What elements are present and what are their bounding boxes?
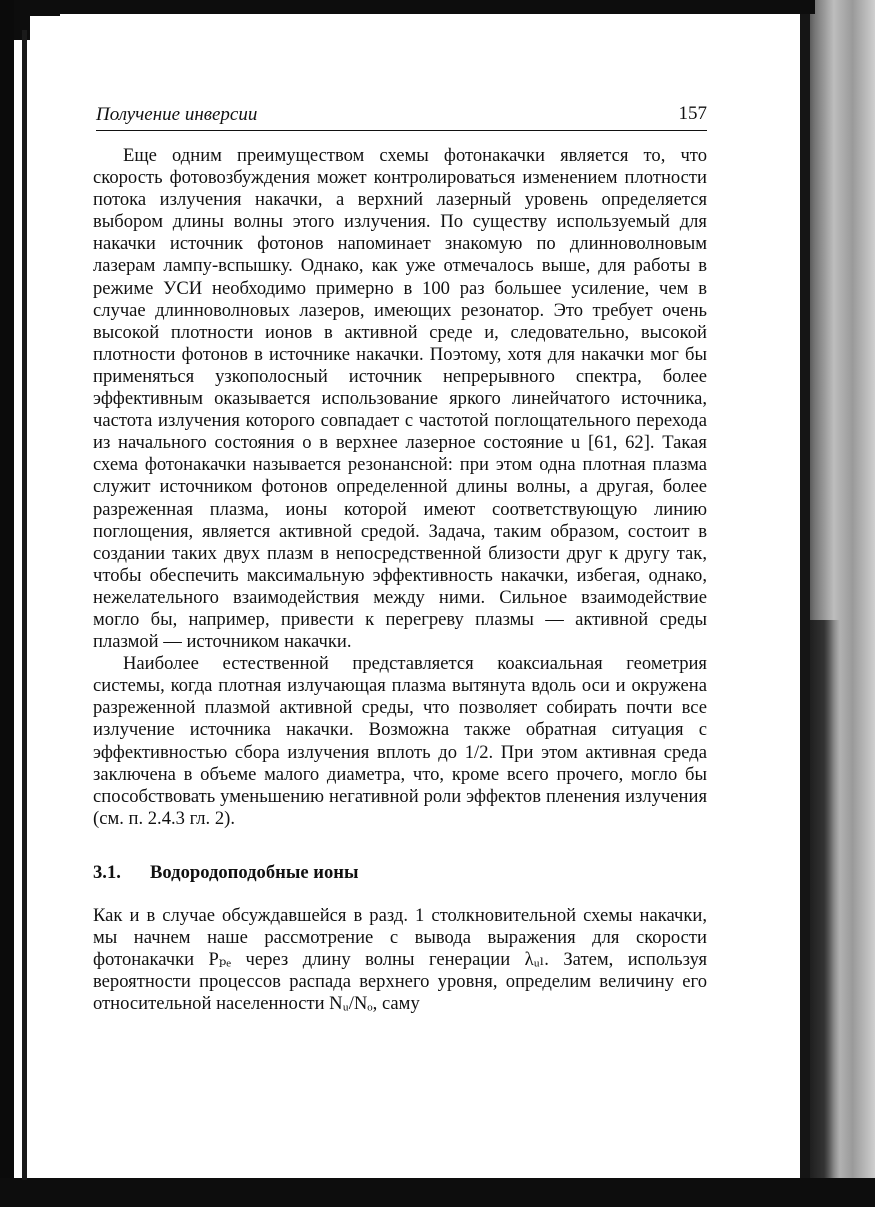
scan-edge-right-line xyxy=(800,0,810,1207)
scan-edge-bottom xyxy=(0,1178,875,1207)
scan-edge-left xyxy=(0,0,14,1207)
section-number: 3.1. xyxy=(93,861,121,883)
paragraph: Как и в случае обсуждавшейся в разд. 1 столкновительной схемы накачки, мы начнем наше рассмотрение с вывода выражения для скорости фотонакачки Pₚₑ через длину волны генерации λᵤₗ. Затем, используя вероятности процессов распада верхнего уровня, определим величину его относительной населенности Nᵤ/Nₒ, саму xyxy=(93,905,707,1015)
running-header xyxy=(96,100,707,131)
page-body xyxy=(93,145,707,1015)
page-number: 157 xyxy=(678,103,707,124)
scan-edge-left-inner xyxy=(22,30,27,1180)
running-title: Получение инверсии xyxy=(96,104,258,125)
section-title: Водородоподобные ионы xyxy=(150,861,359,883)
scan-edge-top xyxy=(0,0,815,14)
section-heading xyxy=(93,862,707,884)
paragraph: Еще одним преимуществом схемы фотонакачки является то, что скорость фотовозбуждения может контролироваться изменением плотности потока излучения накачки, а верхний лазерный уровень определяется выбором длины волны этого излучения. По существу используемый для накачки источник фотонов напоминает знакомую по длинноволновым лазерам лампу-вспышку. Однако, как уже отмечалось выше, для работы в режиме УСИ необходимо примерно в 100 раз большее усиление, чем в случае длинноволновых лазеров, имеющих резонатор. Это требует очень высокой плотности ионов в активной среде и, следовательно, высокой плотности фотонов в источнике накачки. Поэтому, хотя для накачки мог бы применяться узкополосный источник непрерывного спектра, более эффективным оказывается использование яркого линейчатого источника, частота излучения которого совпадает с частотой поглощательного перехода из начального состояния o в верхнее лазерное состояние u [61, 62]. Такая схема фотонакачки называется резонансной: при этом одна плотная плазма служит источником фотонов определенной длины волны, а другая, более разреженная плазма, ионы которой имеют соответствующую линию поглощения, является активной средой. Задача, таким образом, состоит в создании таких двух плазм в непосредственной близости друг к другу так, чтобы обеспечить максимальную эффективность накачки, избегая, однако, нежелательного взаимодействия между ними. Сильное взаимодействие могло бы, например, привести к перегреву плазмы — активной среды плазмой — источником накачки. xyxy=(93,145,707,653)
paragraph: Наиболее естественной представляется коаксиальная геометрия системы, когда плотная излучающая плазма вытянута вдоль оси и окружена разреженной плазмой активной среды, что позволяет собирать почти все излучение источника накачки. Возможна также обратная ситуация с эффективностью сбора излучения вплоть до 1/2. При этом активная среда заключена в объеме малого диаметра, что, кроме всего прочего, могло бы способствовать уменьшению негативной роли эффектов пленения излучения (см. п. 2.4.3 гл. 2). xyxy=(93,653,707,829)
